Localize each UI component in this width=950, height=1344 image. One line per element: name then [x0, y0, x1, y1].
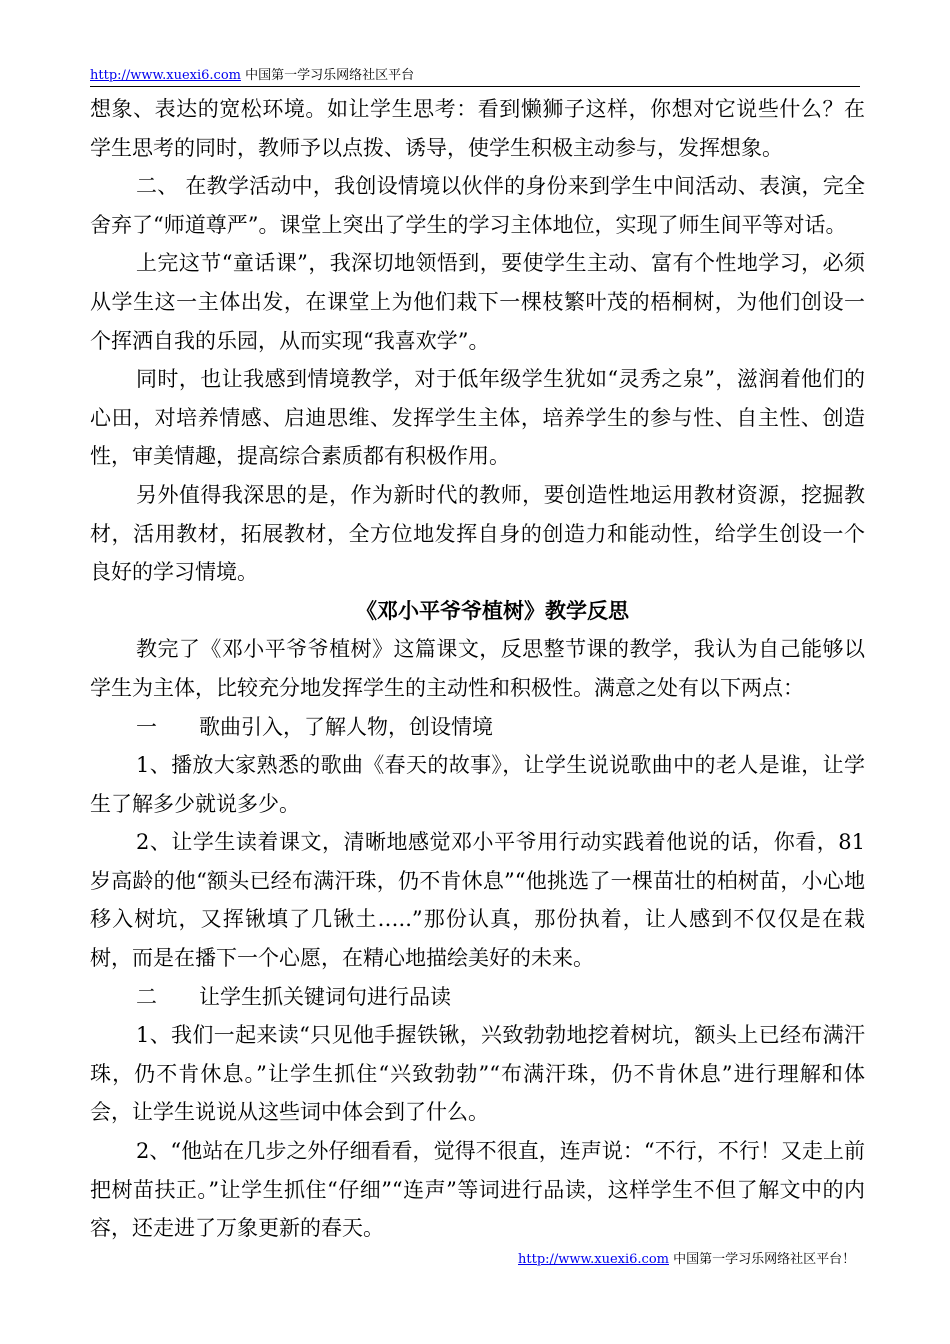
- section-title: 《邓小平爷爷植树》教学反思: [356, 597, 629, 623]
- paragraph: 想象、表达的宽松环境。如让学生思考：看到懒狮子这样，你想对它说些什么？在学生思考的同时，教师予以点拨、诱导，使学生积极主动参与，发挥想象。: [90, 97, 865, 160]
- footer-text: 中国第一学习乐网络社区平台！: [673, 1252, 856, 1267]
- paragraph: 另外值得我深思的是，作为新时代的教师，要创造性地运用教材资源，挖掘教材，活用教材，拓展教材，全方位地发挥自身的创造力和能动性，给学生创设一个良好的学习情境。: [90, 482, 865, 585]
- paragraph: 上完这节“童话课”，我深切地领悟到，要使学生主动、富有个性地学习，必须从学生这一主体出发，在课堂上为他们栽下一棵枝繁叶茂的梧桐树，为他们创设一个挥洒自我的乐园，从而实现“我喜欢学”。: [90, 251, 865, 353]
- paragraph: 2、让学生读着课文，清晰地感觉邓小平爷用行动实践着他说的话，你看，81岁高龄的他“额头已经布满汗珠，仍不肯休息”“他挑选了一棵苗壮的柏树苗，小心地移入树坑，又挥锹填了几锹土…..”那份认真，那份执着，让人感到不仅仅是在栽树，而是在播下一个心愿，在精心地描绘美好的未来。: [90, 830, 865, 971]
- header-text: 中国第一学习乐网络社区平台: [245, 68, 415, 83]
- document-body: [90, 90, 865, 1248]
- subheading: 一 歌曲引入，了解人物，创设情境: [136, 714, 493, 739]
- page-header: [90, 64, 860, 87]
- paragraph: 2、“他站在几步之外仔细看看，觉得不很直，连声说：“不行，不行！又走上前把树苗扶正。”让学生抓住“仔细”“连声”等词进行品读，这样学生不但了解文中的内容，还走进了万象更新的春天。: [90, 1139, 865, 1241]
- page-footer: [518, 1248, 855, 1267]
- subheading: 二 让学生抓关键词句进行品读: [136, 984, 451, 1009]
- footer-link[interactable]: http://www.xuexi6.com: [518, 1252, 669, 1267]
- paragraph: 1、播放大家熟悉的歌曲《春天的故事》，让学生说说歌曲中的老人是谁，让学生了解多少就说多少。: [90, 753, 865, 816]
- header-link[interactable]: http://www.xuexi6.com: [90, 68, 241, 83]
- paragraph: 二、 在教学活动中，我创设情境以伙伴的身份来到学生中间活动、表演，完全舍弃了“师道尊严”。课堂上突出了学生的学习主体地位，实现了师生间平等对话。: [90, 174, 865, 237]
- paragraph: 教完了《邓小平爷爷植树》这篇课文，反思整节课的教学，我认为自己能够以学生为主体，比较充分地发挥学生的主动性和积极性。满意之处有以下两点：: [90, 637, 865, 700]
- paragraph: 1、我们一起来读“只见他手握铁锹，兴致勃勃地挖着树坑，额头上已经布满汗珠，仍不肯休息。”让学生抓住“兴致勃勃”“布满汗珠，仍不肯休息”进行理解和体会，让学生说说从这些词中体会到了什么。: [90, 1023, 865, 1125]
- paragraph: 同时，也让我感到情境教学，对于低年级学生犹如“灵秀之泉”，滋润着他们的心田，对培养情感、启迪思维、发挥学生主体，培养学生的参与性、自主性、创造性，审美情趣，提高综合素质都有积极作用。: [90, 367, 865, 469]
